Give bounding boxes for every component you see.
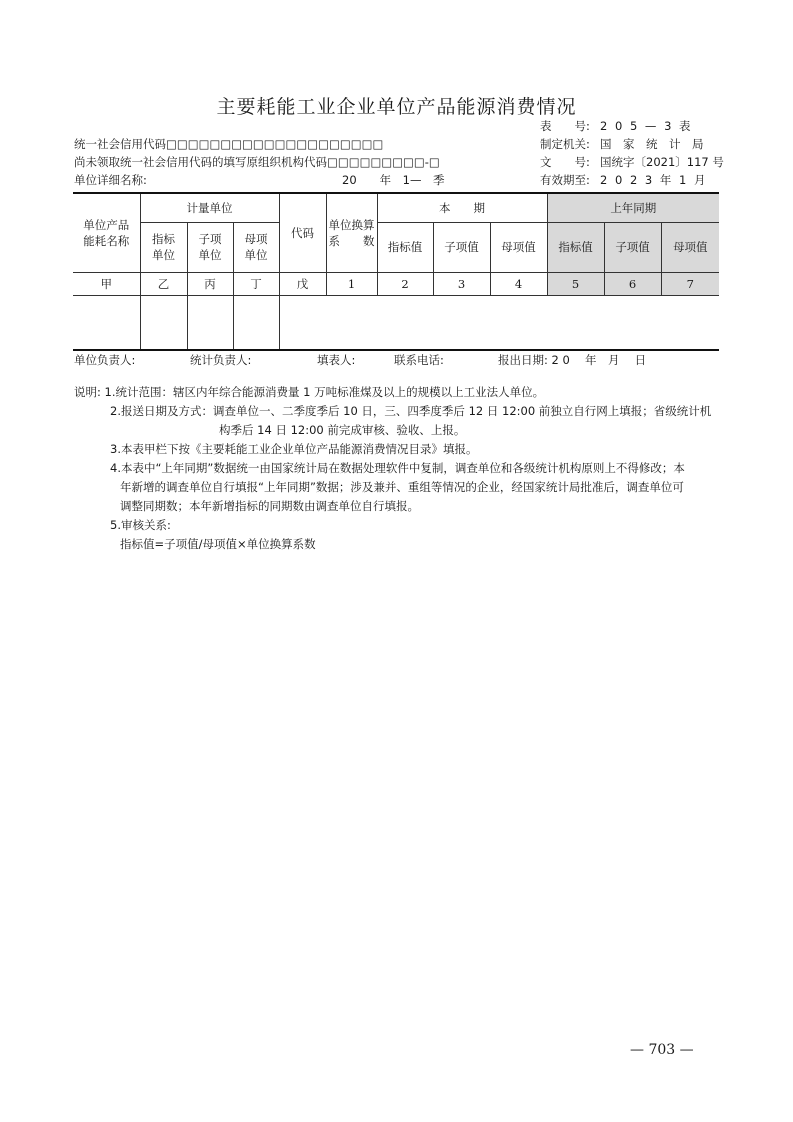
col-label: 4 (490, 272, 547, 295)
header-last-year-indicator: 指标值 (547, 222, 604, 272)
note-4: 4.本表中“上年同期”数据统一由国家统计局在数据处理软件中复制，调查单位和各级统计机构原则上不得修改；本 (110, 461, 685, 475)
col-label: 丙 (187, 272, 233, 295)
column-label-row (73, 272, 719, 295)
header-sub-unit: 子项 单位 (187, 222, 233, 272)
header-last-year-parent: 母项值 (661, 222, 719, 272)
filler-label: 填表人: (317, 353, 356, 367)
col-label: 5 (547, 272, 604, 295)
valid-until: 2 0 2 3 年 1 月 (600, 173, 708, 187)
header-parent-unit: 母项 单位 (233, 222, 279, 272)
table-row (73, 295, 719, 350)
col-label: 戊 (279, 272, 326, 295)
header-indicator-unit: 指标 单位 (140, 222, 187, 272)
note-2: 2.报送日期及方式：调查单位一、二季度季后 10 日，三、四季度季后 12 日 12:00 前独立自行网上填报；省级统计机 (110, 404, 712, 418)
stat-head-label: 统计负责人: (190, 353, 252, 367)
cell-sub-unit[interactable] (187, 295, 233, 350)
header-current-indicator: 指标值 (377, 222, 433, 272)
page-number: — 703 — (630, 1042, 694, 1058)
col-label: 1 (326, 272, 377, 295)
header-last-year: 上年同期 (547, 193, 719, 222)
phone-label: 联系电话: (394, 353, 444, 367)
authority-label: 制定机关: (540, 137, 590, 151)
doc-number-label: 文 号: (540, 155, 590, 169)
doc-number: 国统字〔2021〕117 号 (600, 155, 724, 169)
note-5-formula: 指标值=子项值/母项值×单位换算系数 (120, 537, 316, 551)
col-label: 乙 (140, 272, 187, 295)
note-5: 5.审核关系: (110, 518, 171, 532)
credit-code-line: 统一社会信用代码□□□□□□□□□□□□□□□□□□□□ (74, 137, 384, 151)
energy-consumption-table (73, 192, 719, 351)
note-4-cont-1: 年新增的调查单位自行填报“上年同期”数据；涉及兼并、重组等情况的企业，经国家统计局批准后，调查单位可 (120, 480, 684, 494)
header-current-sub: 子项值 (433, 222, 490, 272)
cell-indicator-unit[interactable] (140, 295, 187, 350)
valid-until-label: 有效期至: (540, 173, 590, 187)
unit-name-label: 单位详细名称: (74, 173, 147, 187)
col-label: 2 (377, 272, 433, 295)
note-2-cont: 构季后 14 日 12:00 前完成审核、验收、上报。 (219, 423, 466, 437)
cell-parent-unit[interactable] (233, 295, 279, 350)
col-label: 7 (661, 272, 719, 295)
unit-head-label: 单位负责人: (74, 353, 136, 367)
org-code-line: 尚未领取统一社会信用代码的填写原组织机构代码□□□□□□□□□-□ (74, 155, 440, 169)
note-3: 3.本表甲栏下按《主要耗能工业企业单位产品能源消费情况目录》填报。 (110, 442, 478, 456)
col-label: 6 (604, 272, 661, 295)
form-number: 2 0 5 — 3 表 (600, 119, 693, 133)
report-period: 20 年 1— 季 (342, 173, 445, 187)
cell-product-name[interactable] (73, 295, 140, 350)
header-last-year-sub: 子项值 (604, 222, 661, 272)
note-1: 说明: 1.统计范围：辖区内年综合能源消费量 1 万吨标准煤及以上的规模以上工业法人单位。 (74, 385, 545, 399)
header-measure-unit: 计量单位 (140, 193, 279, 222)
col-label: 3 (433, 272, 490, 295)
header-current-period: 本 期 (377, 193, 547, 222)
page-title: 主要耗能工业企业单位产品能源消费情况 (216, 96, 577, 118)
col-label: 甲 (73, 272, 140, 295)
header-code: 代码 (279, 193, 326, 272)
col-label: 丁 (233, 272, 279, 295)
header-current-parent: 母项值 (490, 222, 547, 272)
report-date-label: 报出日期: 2 0 年 月 日 (498, 353, 647, 367)
header-conversion-factor: 单位换算 系 数 (326, 193, 377, 272)
cell-empty-area[interactable] (279, 295, 719, 350)
header-product-name: 单位产品 能耗名称 (73, 193, 140, 272)
note-4-cont-2: 调整同期数；本年新增指标的同期数由调查单位自行填报。 (120, 499, 419, 513)
authority: 国 家 统 计 局 (600, 137, 704, 151)
form-number-label: 表 号: (540, 119, 590, 133)
